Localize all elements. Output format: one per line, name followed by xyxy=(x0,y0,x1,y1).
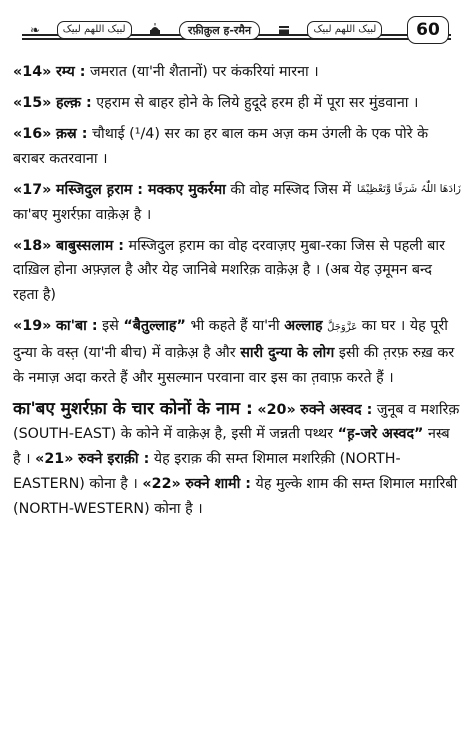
bracket-close: » xyxy=(171,475,181,492)
entry-text: जमरात (या'नी शैतानों) पर कंकरियां मारना । xyxy=(85,64,319,80)
entry-16 xyxy=(13,122,461,171)
bracket-open: « xyxy=(13,318,23,335)
entry-text: चौथाई (¹/4) सर का हर बाल कम अज़ कम उंगली के एक पोरे के बराबर कतरवाना । xyxy=(13,126,429,167)
bracket-close: » xyxy=(42,181,52,198)
entry-17 xyxy=(13,178,461,227)
bracket-close: » xyxy=(42,95,52,112)
mosque-icon xyxy=(148,23,162,37)
entry-text: येह मुल्के शाम की सम्त शिमाल मग़रिबी (NORTH-WESTERN) कोना है । xyxy=(13,475,458,517)
bold-allah: अल्लाह xyxy=(284,318,323,335)
entry-number: 20 xyxy=(266,401,287,418)
talbiyah-label-right: لبیک اللھم لبیک xyxy=(307,21,382,39)
entry-term: क़स्र : xyxy=(55,126,88,143)
ornament-icon: ❧ xyxy=(30,23,41,37)
corners-section xyxy=(13,397,461,522)
entry-text: भी कहते हैं या'नी xyxy=(185,318,285,335)
entry-number: 22 xyxy=(151,475,172,492)
entry-term: रुक्ने शामी : xyxy=(185,475,251,492)
entry-term: हल्क़ : xyxy=(55,95,92,112)
bracket-open: « xyxy=(13,237,23,254)
bracket-open: « xyxy=(142,475,152,492)
bracket-open: « xyxy=(257,401,267,418)
bracket-close: » xyxy=(42,126,52,143)
entry-term: का'बा : xyxy=(55,318,98,335)
page-number: 60 xyxy=(407,16,449,44)
bracket-open: « xyxy=(13,95,23,112)
page-content xyxy=(13,60,461,528)
bold-phrase: सारी दुन्या के लोग xyxy=(240,344,335,361)
bracket-close: » xyxy=(286,401,296,418)
entry-text: मस्जिदुल ह़राम का वोह दरवाज़ए मुबा-रका जिस से पहली बार दाख़िल होना अफ़्ज़ल है और येह जानिबे मशरिक़ वाक़ेअ़ है । (अब येह उ़मूमन बन्द रहता है) xyxy=(13,237,445,304)
entry-number: 16 xyxy=(22,126,43,143)
entry-text: नस्ब है । xyxy=(13,426,450,468)
running-title: रफ़ीक़ुल ह-रमैन xyxy=(179,21,260,40)
kaaba-icon xyxy=(277,23,291,37)
bracket-open: « xyxy=(13,181,23,198)
bracket-open: « xyxy=(13,126,23,143)
entry-term: रम्य : xyxy=(55,64,86,80)
entry-text: इसे xyxy=(97,318,124,335)
entry-text: येह इराक़ की सम्त शिमाल मशरिक़ी (NORTH-EASTERN) कोना है । xyxy=(13,451,401,492)
entry-text: जुनूब व मशरिक़ (SOUTH-EAST) के कोने में वाक़ेअ़ है, इसी में जन्नती पथ्थर xyxy=(13,401,460,443)
entry-term: मस्जिदुल ह़राम : मक्कए मुकर्रमा xyxy=(55,181,226,198)
entry-number: 19 xyxy=(22,318,43,335)
entry-text: इसी की त़रफ़ रुख़ कर के नमाज़ अदा करते हैं और मुसल्मान परवाना वार इस का त़वाफ़ करते हैं । xyxy=(13,344,455,386)
bracket-open: « xyxy=(13,64,23,80)
bracket-close: » xyxy=(42,237,52,254)
section-heading: का'बए मुशर्रफ़ा के चार कोनों के नाम : xyxy=(13,398,253,419)
entry-term: बाबुस्सलाम : xyxy=(55,237,124,254)
entry-term: रुक्ने अस्वद : xyxy=(300,401,373,418)
entry-number: 14 xyxy=(22,64,43,80)
page-header xyxy=(12,0,461,54)
quoted-term: “ह़-जरे अस्वद” xyxy=(337,426,424,443)
arabic-honorific: عَزَّوَجَلَّ xyxy=(327,322,358,334)
bracket-open: « xyxy=(35,451,45,468)
entry-text: एहराम से बाहर होने के लिये हुदूदे हरम ही में पूरा सर मुंडवाना । xyxy=(91,95,419,112)
entry-19 xyxy=(13,314,461,390)
entry-number: 18 xyxy=(22,237,43,254)
bracket-close: » xyxy=(42,64,52,80)
entry-number: 15 xyxy=(22,95,43,112)
bracket-close: » xyxy=(64,451,74,468)
quoted-term: “बैतुल्लाह” xyxy=(123,318,186,335)
talbiyah-label-left: لبیک اللھم لبیک xyxy=(57,21,132,39)
entry-text: की वोह मस्जिद जिस में का'बए मुशर्रफ़ा वाक़ेअ़ है । xyxy=(13,181,352,223)
entry-term: रुक्ने इराक़ी : xyxy=(78,451,150,468)
entry-text: का घर । येह पूरी दुन्या के वस्त़ (या'नी बीच) में वाक़ेअ़ है और xyxy=(13,318,448,361)
arabic-honorific: زَادَھَا اللّٰہُ شَرَفًا وَّتَعْظِیْمًا xyxy=(356,182,461,195)
entry-number: 21 xyxy=(44,451,65,468)
entry-15 xyxy=(13,91,461,116)
bracket-close: » xyxy=(42,318,52,335)
entry-18 xyxy=(13,234,461,308)
entry-14 xyxy=(13,60,461,85)
header-decoration-row xyxy=(30,22,443,38)
entry-number: 17 xyxy=(22,181,43,198)
